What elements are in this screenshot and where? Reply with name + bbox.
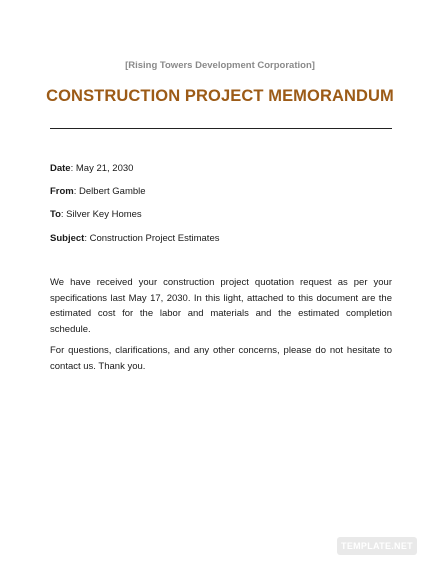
to-label: To — [50, 209, 61, 220]
body-paragraph-1: We have received your construction project quotation request as per your specifications last May 17, 2030. In this light, attached to this document are the estimated cost for the labor and materials and the estimated completion schedule. — [50, 277, 392, 335]
to-value: : Silver Key Homes — [60, 209, 142, 220]
from-field — [50, 186, 146, 197]
from-value: : Delbert Gamble — [73, 186, 146, 197]
template-watermark: TEMPLATE.NET — [337, 537, 417, 555]
subject-label: Subject — [50, 233, 85, 244]
body-paragraph-2: For questions, clarifications, and any other concerns, please do not hesitate to contact us. Thank you. — [50, 345, 392, 372]
subject-value: : Construction Project Estimates — [84, 233, 220, 244]
from-label: From — [50, 186, 74, 197]
date-value: : May 21, 2030 — [70, 163, 134, 174]
date-field — [50, 163, 133, 174]
subject-field — [50, 233, 219, 244]
to-field — [50, 209, 142, 220]
company-name: [Rising Towers Development Corporation] — [125, 60, 315, 71]
date-label: Date — [50, 163, 71, 174]
memo-title: CONSTRUCTION PROJECT MEMORANDUM — [46, 87, 394, 105]
title-divider — [50, 128, 392, 129]
